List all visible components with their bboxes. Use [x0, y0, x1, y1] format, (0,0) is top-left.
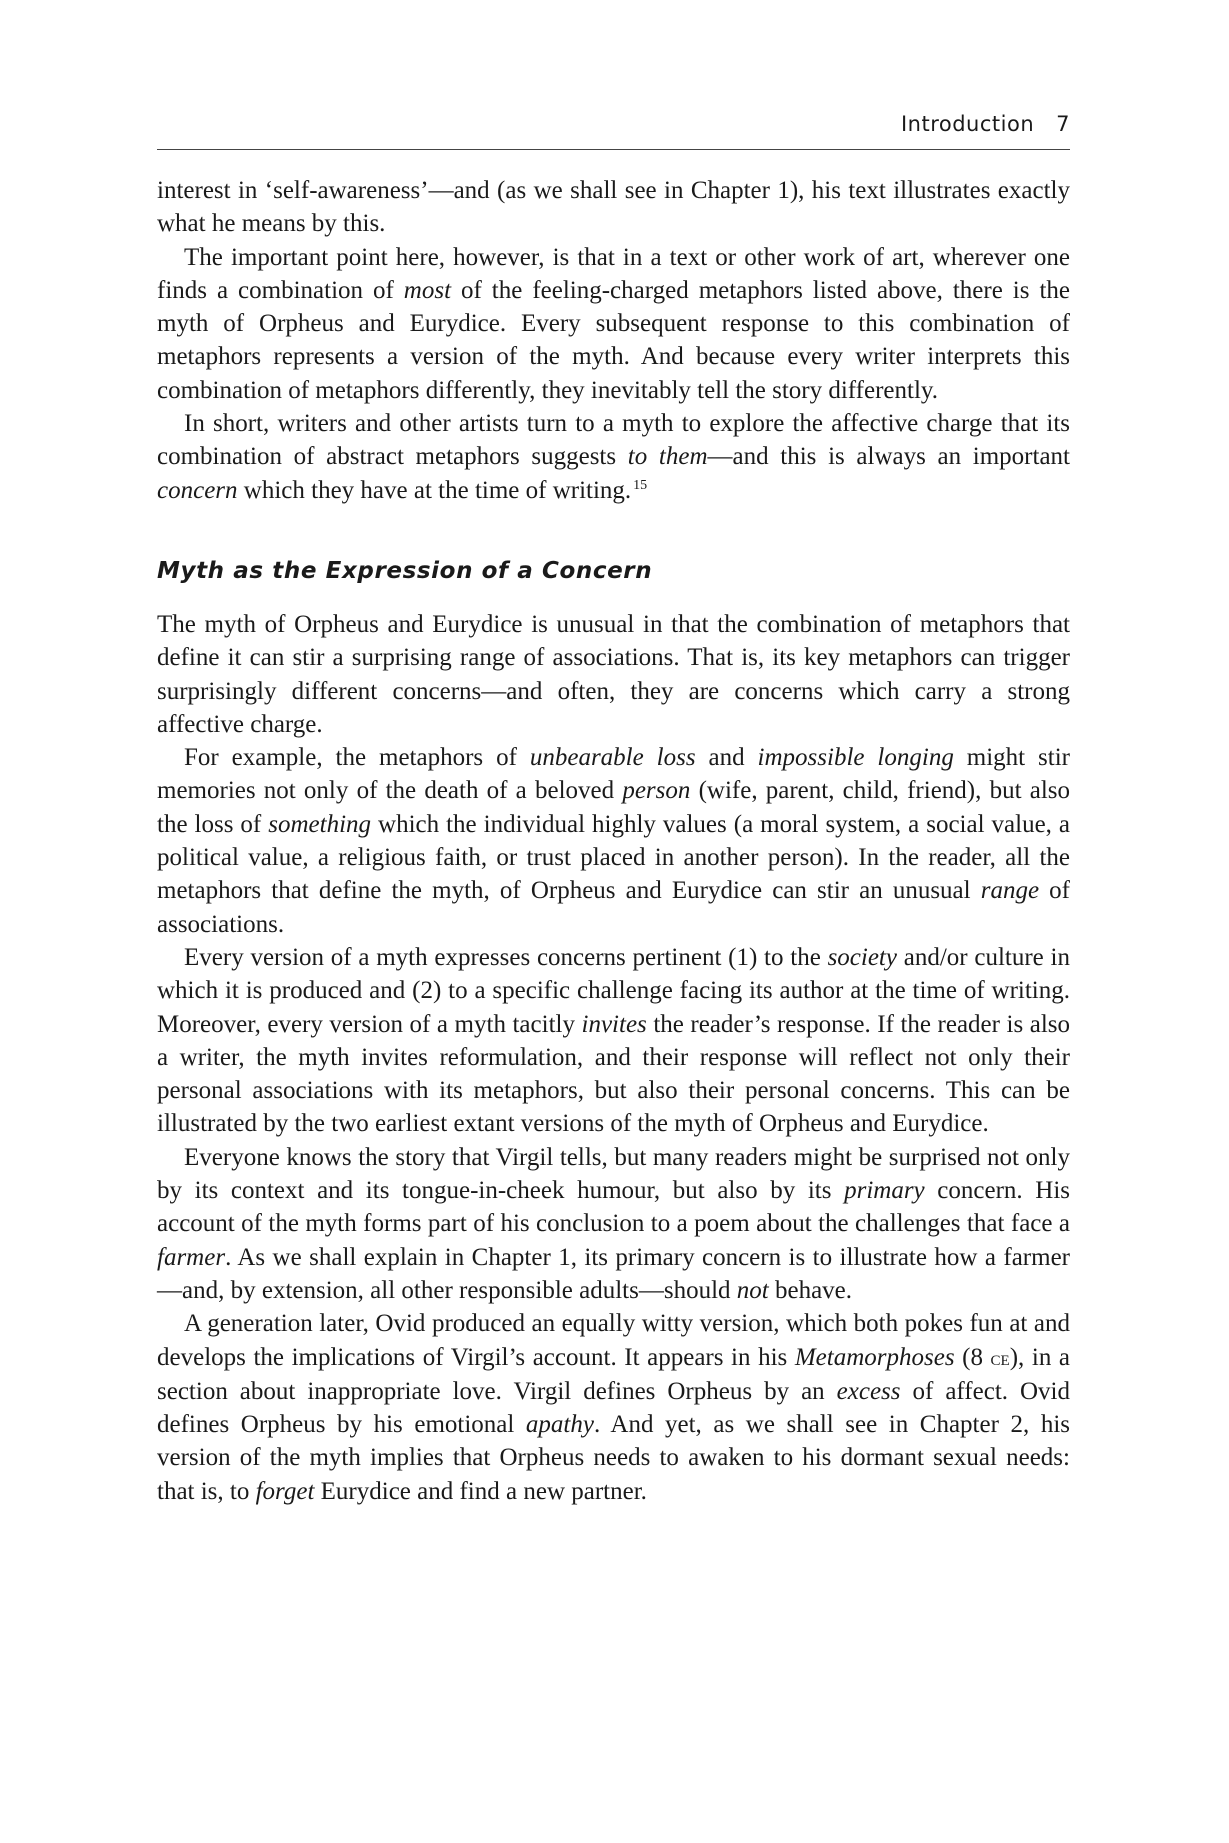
emphasis: unbearable loss — [529, 744, 696, 772]
text-run: concern. His account of the myth forms part of his conclusion to a poem about the challenges that face a — [157, 1177, 1070, 1238]
text-run: . As we shall explain in Chapter 1, its primary concern is to illustrate how a farmer—and, by extension, all other responsible adults—should — [157, 1243, 1070, 1304]
emphasis: range — [980, 877, 1040, 905]
text-run: behave. — [768, 1276, 853, 1304]
text-run: The important point here, however, is that in a text or other work of art, wherever one finds a combination of — [157, 243, 1070, 304]
paragraph-6 — [157, 941, 1070, 1141]
emphasis: impossible longing — [757, 744, 954, 772]
text-run: A generation later, Ovid produced an equally witty version, which both pokes fun at and develops the implications of Virgil’s account. It appears in his — [157, 1310, 1070, 1371]
text-run: The myth of Orpheus and Eurydice is unusual in that the combination of metaphors that define it can stir a surprising range of associations. That is, its key metaphors can trigger surprisingly different concerns—and often, they are concerns which carry a strong affective charge. — [157, 610, 1070, 738]
text-run: of affect. Ovid defines Orpheus by his emotional — [157, 1377, 1071, 1439]
paragraph-1 — [157, 174, 1070, 241]
paragraph-2 — [157, 241, 1070, 407]
emphasis: forget — [255, 1477, 315, 1505]
text-run: Eurydice and find a new partner. — [314, 1477, 647, 1505]
emphasis: something — [268, 810, 372, 838]
paragraph-4 — [157, 608, 1070, 741]
text-run: For example, the metaphors of — [184, 744, 530, 772]
text-run: interest in ‘self-awareness’—and (as we shall see in Chapter 1), his text illustrates exactly what he means by this. — [157, 177, 1070, 238]
emphasis: apathy — [525, 1411, 594, 1439]
running-head-section: Introduction — [900, 112, 1035, 136]
emphasis: Metamorphoses — [794, 1343, 955, 1371]
emphasis: concern — [157, 476, 238, 504]
emphasis: person — [622, 777, 691, 805]
text-run: Everyone knows the story that Virgil tells, but many readers might be surprised not only by its context and its tongue-in-cheek humour, but also by its — [157, 1143, 1070, 1205]
text-run: Every version of a myth expresses concerns pertinent (1) to the — [184, 943, 828, 971]
text-run: —and this is always an important — [707, 443, 1070, 471]
emphasis: excess — [836, 1377, 901, 1405]
text-run: ), in a section about inappropriate love. Virgil defines Orpheus by an — [157, 1343, 1070, 1405]
paragraph-3 — [157, 407, 1070, 507]
paragraph-5 — [157, 741, 1070, 941]
emphasis: to them — [627, 443, 708, 471]
text-run: of the feeling-charged metaphors listed above, there is the myth of Orpheus and Eurydice. Every subsequent response to this combination of metaphors represents a version of the myth. And because every writer interprets this combination of metaphors differently, they inevitably tell the story differently. — [157, 276, 1070, 404]
emphasis: society — [827, 943, 897, 971]
emphasis: invites — [581, 1010, 647, 1038]
text-run: which they have at the time of writing. — [237, 476, 632, 504]
text-run: In short, writers and other artists turn to a myth to explore the affective charge that its combination of abstract metaphors suggests — [157, 410, 1070, 471]
text-run: (wife, parent, child, friend), but also the loss of — [157, 777, 1070, 838]
emphasis: not — [736, 1276, 769, 1304]
running-head — [901, 112, 1070, 136]
text-run: (8 — [954, 1343, 991, 1371]
page-number: 7 — [1056, 112, 1070, 136]
footnote-marker: 15 — [633, 477, 648, 493]
paragraph-8 — [157, 1307, 1070, 1508]
section-heading: Myth as the Expression of a Concern — [157, 557, 653, 584]
text-run: and — [695, 744, 758, 772]
text-run: of associations. — [157, 877, 1071, 938]
header-rule — [157, 149, 1070, 150]
paragraph-7 — [157, 1141, 1070, 1307]
emphasis: most — [403, 276, 452, 304]
emphasis: farmer — [157, 1243, 226, 1271]
text-run: and/or culture in which it is produced and (2) to a specific challenge facing its author at the time of writing. Moreover, every version of a myth tacitly — [157, 943, 1070, 1038]
text-run: the reader’s response. If the reader is also a writer, the myth invites reformulation, and their response will reflect not only their personal associations with its metaphors, but also their personal concerns. This can be illustrated by the two earliest extant versions of the myth of Orpheus and Eurydice. — [157, 1010, 1070, 1138]
small-caps-era: ce — [990, 1345, 1010, 1370]
text-run: might stir memories not only of the death of a beloved — [157, 744, 1070, 805]
body-text — [157, 174, 1070, 1508]
emphasis: primary — [844, 1177, 925, 1205]
text-run: which the individual highly values (a moral system, a social value, a political value, a religious faith, or trust placed in another person). In the reader, all the metaphors that define the myth, of Orpheus and Eurydice can stir an unusual — [157, 810, 1070, 905]
text-run: . And yet, as we shall see in Chapter 2, his version of the myth implies that Orpheus needs to awaken to his dormant sexual needs: that is, to — [157, 1411, 1070, 1505]
